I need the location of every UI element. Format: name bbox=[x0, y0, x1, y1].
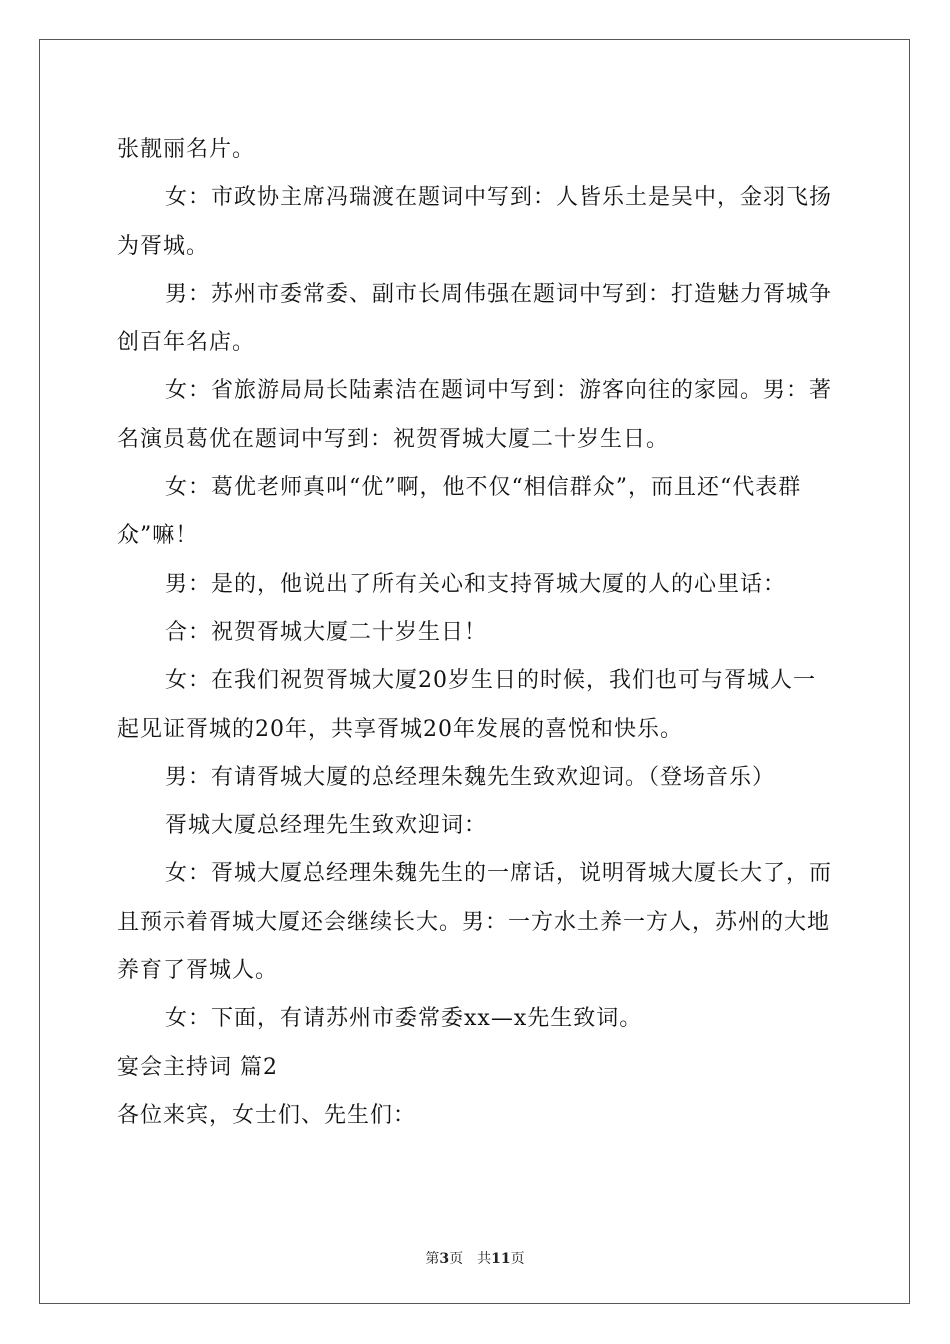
document-body bbox=[117, 126, 837, 1140]
paragraph: 女：胥城大厦总经理朱魏先生的一席话，说明胥城大厦长大了，而且预示着胥城大厦还会继续长大。男：一方水土养一方人，苏州的大地养育了胥城人。 bbox=[117, 861, 833, 984]
paragraph: 女：在我们祝贺胥城大厦20岁生日的时候，我们也可与胥城人一起见证胥城的20年，共享胥城20年发展的喜悦和快乐。 bbox=[117, 668, 816, 742]
paragraph: 男：是的，他说出了所有关心和支持胥城大厦的人的心里话： bbox=[165, 571, 787, 597]
paragraph: 女：市政协主席冯瑞渡在题词中写到：人皆乐土是吴中，金羽飞扬为胥城。 bbox=[117, 185, 833, 259]
paragraph: 男：苏州市委常委、副市长周伟强在题词中写到：打造魅力胥城争创百年名店。 bbox=[117, 281, 833, 356]
paragraph: 张靓丽名片。 bbox=[117, 137, 256, 162]
paragraph: 宴会主持词 篇2 bbox=[117, 1054, 278, 1080]
footer-total-pages: 11 bbox=[491, 1251, 511, 1267]
paragraph: 女：下面，有请苏州市委常委xx—x先生致词。 bbox=[165, 1006, 643, 1032]
footer-total-suffix: 页 bbox=[510, 1251, 525, 1267]
paragraph: 男：有请胥城大厦的总经理朱魏先生致欢迎词。（登场音乐） bbox=[165, 764, 776, 790]
footer-page-number: 3 bbox=[439, 1251, 450, 1267]
footer-page-suffix: 页 bbox=[449, 1251, 464, 1267]
paragraph: 胥城大厦总经理先生致欢迎词： bbox=[165, 813, 488, 839]
footer-total-prefix: 共 bbox=[477, 1251, 492, 1267]
paragraph: 女：葛优老师真叫“优”啊，他不仅“相信群众”，而且还“代表群众”嘛！ bbox=[117, 475, 802, 549]
footer-page-prefix: 第 bbox=[425, 1251, 440, 1267]
paragraph: 合：祝贺胥城大厦二十岁生日！ bbox=[165, 619, 488, 645]
page-footer bbox=[0, 1248, 950, 1268]
paragraph: 女：省旅游局局长陆素洁在题词中写到：游客向往的家园。男：著名演员葛优在题词中写到：祝贺胥城大厦二十岁生日。 bbox=[117, 378, 833, 452]
paragraph: 各位来宾，女士们、先生们： bbox=[117, 1102, 417, 1128]
